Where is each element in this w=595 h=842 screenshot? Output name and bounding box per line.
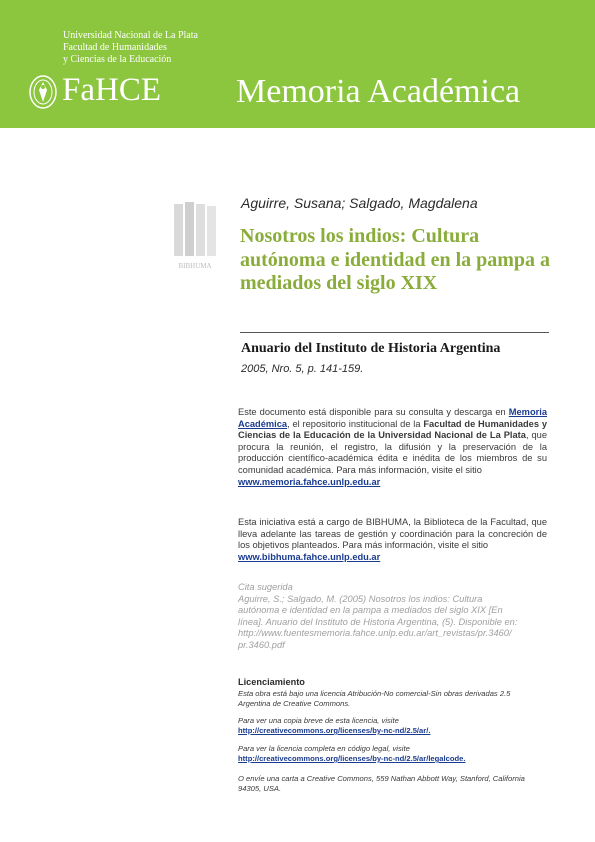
license-legalcode-link[interactable]: http://creativecommons.org/licenses/by-nc-nd/2.5/ar/legalcode. <box>238 754 466 763</box>
bibhuma-url-link[interactable]: www.bibhuma.fahce.unlp.edu.ar <box>238 551 381 562</box>
faculty-seal-icon <box>28 74 58 110</box>
document-title: Nosotros los indios: Cultura autónoma e identidad en la pampa a mediados del siglo XIX <box>240 225 551 294</box>
license-text: Esta obra está bajo una licencia Atribución-No comercial-Sin obras derivadas 2.5 Argentina de Creative Commons. <box>238 689 511 708</box>
document-authors: Aguirre, Susana; Salgado, Magdalena <box>241 195 478 211</box>
suggested-citation <box>238 582 550 652</box>
citation-line: autónoma e identidad en la pampa a mediados del siglo XIX [En <box>238 605 503 616</box>
university-name <box>63 30 198 66</box>
citation-line: línea]. Anuario del Instituto de Historia Argentina, (5). Disponible en: <box>238 616 518 627</box>
license-full-copy: Para ver la licencia completa en código legal, visite http://creativecommons.org/licenses/by-nc-nd/2.5/ar/legalcode. <box>238 744 466 763</box>
publication-details: 2005, Nro. 5, p. 141-159. <box>241 363 364 375</box>
divider <box>240 332 549 333</box>
bibhuma-logo-icon <box>166 198 224 272</box>
license-heading: Licenciamiento <box>238 677 305 687</box>
header-banner <box>0 0 595 128</box>
memoria-academica-link[interactable]: Memoria Académica <box>238 407 547 429</box>
license-short-copy: Para ver una copia breve de esta licencia, visite http://creativecommons.org/licenses/by-nc-nd/2.5/ar/. <box>238 716 431 735</box>
citation-line: http://www.fuentesmemoria.fahce.unlp.edu.ar/art_revistas/pr.3460/ <box>238 628 512 639</box>
license-short-link[interactable]: http://creativecommons.org/licenses/by-nc-nd/2.5/ar/. <box>238 726 431 735</box>
university-line: Universidad Nacional de La Plata <box>63 30 198 41</box>
memoria-url-link[interactable]: www.memoria.fahce.unlp.edu.ar <box>238 476 381 487</box>
journal-name: Anuario del Instituto de Historia Argentina <box>241 341 501 356</box>
faculty-line: Facultad de Humanidades <box>63 42 167 53</box>
repository-name: Memoria Académica <box>236 73 521 110</box>
bibhuma-logo-text: BIBHUMA <box>178 262 212 270</box>
availability-paragraph: Este documento está disponible para su consulta y descarga en Memoria Académica, el repositorio institucional de la Facultad de Humanidades y Ciencias de la Educación de la Universidad Nacional de La Plata, que procura la reunión, el registro, la difusión y la preservación de la producción científico-académica édita e inédita de los miembros de su comunidad académica. Para más información, visite el sitio www.memoria.fahce.unlp.edu.ar <box>238 407 547 487</box>
citation-heading: Cita sugerida <box>238 582 293 592</box>
faculty-line-2: y Ciencias de la Educación <box>63 54 172 65</box>
bibhuma-paragraph: Esta iniciativa está a cargo de BIBHUMA, la Biblioteca de la Facultad, que lleva adelante las tareas de gestión y coordinación para la concreción de los objetivos planteados. Para más información, visite el sitio www.bibhuma.fahce.unlp.edu.ar <box>238 517 547 562</box>
citation-line: pr.3460.pdf <box>238 639 285 650</box>
license-mail-address: O envíe una carta a Creative Commons, 559 Nathan Abbott Way, Stanford, California 94305, USA. <box>238 774 525 793</box>
fahce-logo: FaHCE <box>62 72 161 108</box>
faculty-name-bold: Facultad de Humanidades y Ciencias de la Educación de la Universidad Nacional de La Plata <box>238 418 547 441</box>
citation-line: Aguirre, S.; Salgado, M. (2005) Nosotros los indios: Cultura <box>238 593 483 604</box>
